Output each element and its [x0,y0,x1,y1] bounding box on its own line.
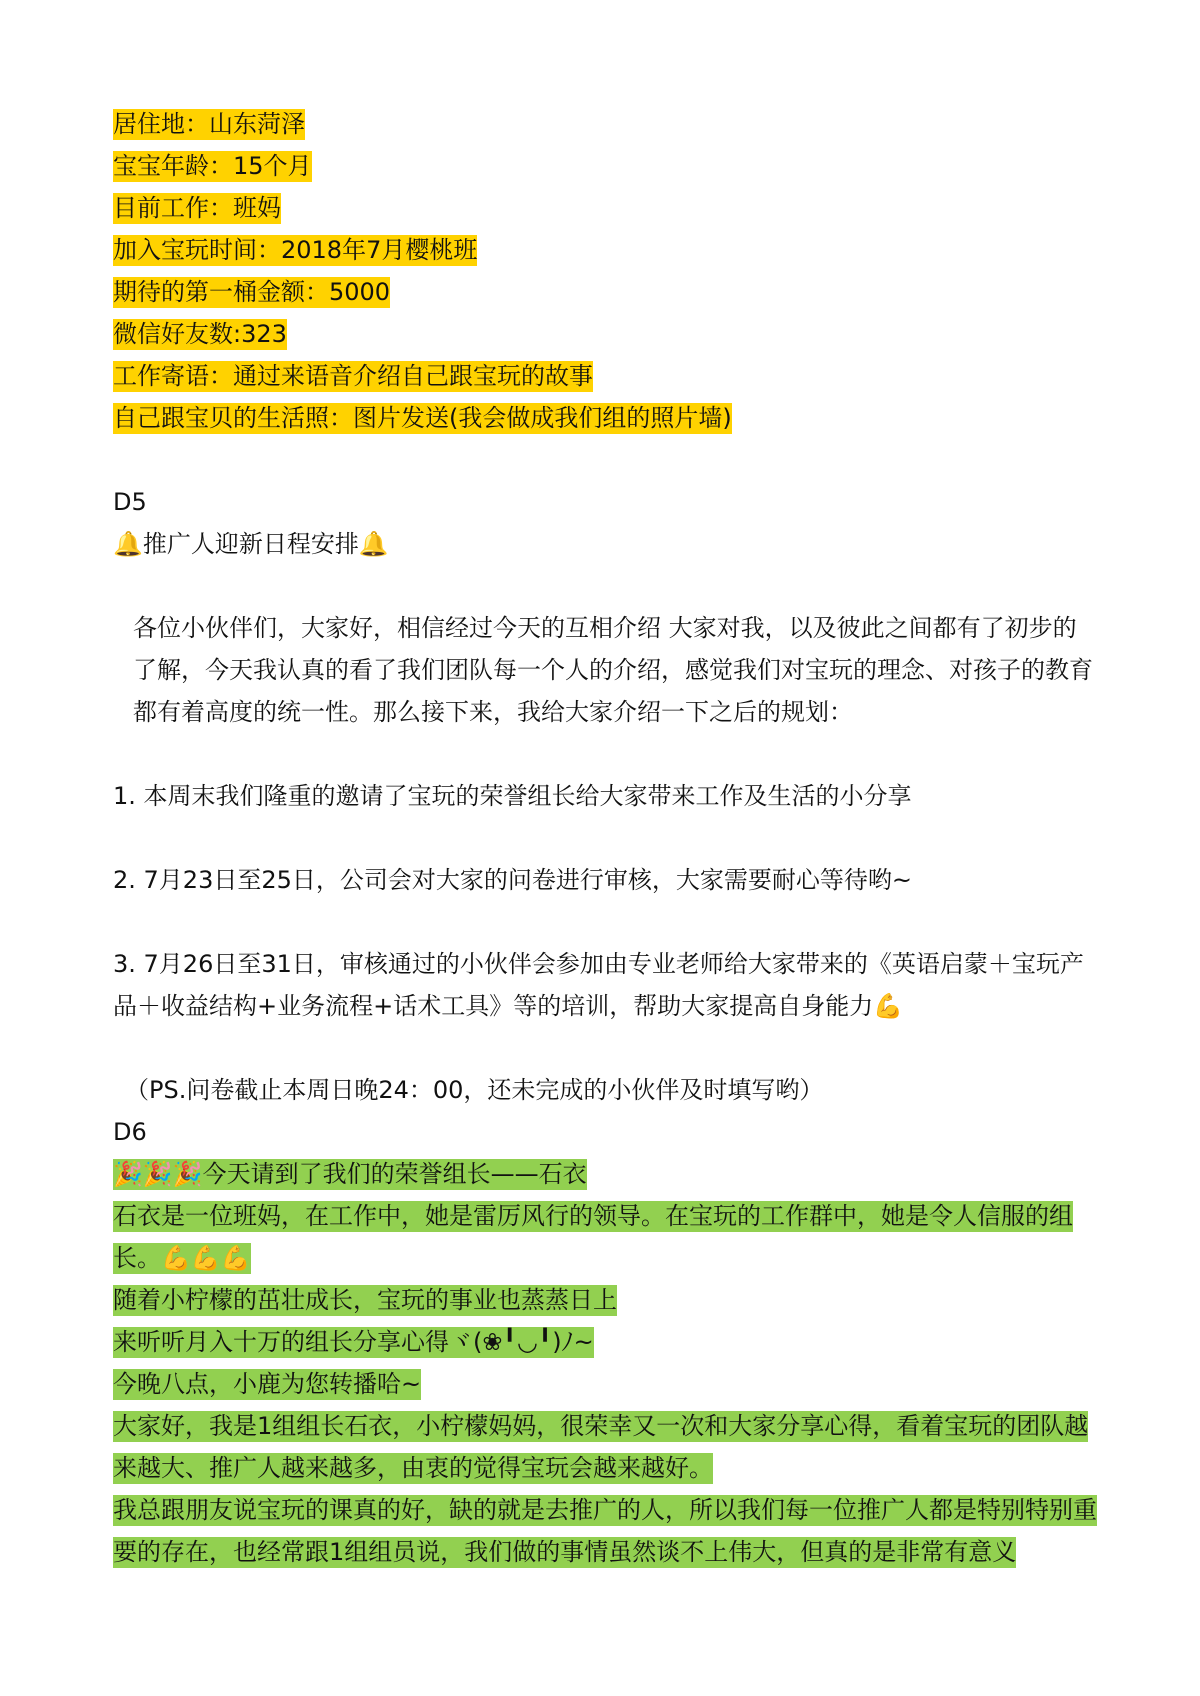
d5-item-3-paragraph [113,943,1098,1027]
profile-join-time: 加入宝玩时间：2018年7月樱桃班 [113,236,478,264]
profile-residence: 居住地：山东菏泽 [113,110,305,138]
d5-title-line [113,523,1098,565]
d6-title: 今天请到了我们的荣誉组长——石衣 [202,1160,587,1188]
d6-hello-paragraph [113,1405,1098,1489]
profile-wechat-friends: 微信好友数:323 [113,320,287,348]
profile-residence-line [113,103,1098,145]
muscle-icon: 💪💪💪 [161,1244,251,1272]
profile-life-photo: 自己跟宝贝的生活照：图片发送(我会做成我们组的照片墙) [113,404,732,432]
profile-current-job-line [113,187,1098,229]
d5-title: 推广人迎新日程安排 [142,530,359,558]
profile-baby-age: 宝宝年龄：15个月 [113,152,312,180]
profile-join-time-line [113,229,1098,271]
d5-item-1: 1. 本周末我们隆重的邀请了宝玩的荣誉组长给大家带来工作及生活的小分享 [113,782,912,810]
spacer [113,439,1098,481]
d5-item-3: 3. 7月26日至31日，审核通过的小伙伴会参加由专业老师给大家带来的《英语启蒙＋宝玩产品＋收益结构+业务流程+话术工具》等的培训，帮助大家提高自身能力 [113,950,1084,1020]
spacer [113,1027,1098,1069]
d5-ps-note: （PS.问卷截止本周日晚24：00，还未完成的小伙伴及时填写哟） [125,1076,824,1104]
profile-wechat-friends-line [113,313,1098,355]
d6-listen: 来听听月入十万的组长分享心得ヾ(❀╹◡╹)ﾉ~ [113,1328,594,1356]
d6-growth-line [113,1279,1098,1321]
d5-intro-paragraph: 各位小伙伴们，大家好，相信经过今天的互相介绍 大家对我，以及彼此之间都有了初步的了解，今天我认真的看了我们团队每一个人的介绍，感觉我们对宝玩的理念、对孩子的教育都有着高度的统一性。那么接下来，我给大家介绍一下之后的规划： [133,614,1093,726]
party-popper-icon: 🎉🎉🎉 [113,1160,203,1188]
d6-class-paragraph [113,1489,1098,1573]
d6-listen-line [113,1321,1098,1363]
d6-growth: 随着小柠檬的茁壮成长，宝玩的事业也蒸蒸日上 [113,1286,617,1314]
d6-broadcast-line [113,1363,1098,1405]
d5-item-2: 2. 7月23日至25日，公司会对大家的问卷进行审核，大家需要耐心等待哟~ [113,866,912,894]
d6-title-line [113,1153,1098,1195]
profile-first-bucket-line [113,271,1098,313]
d6-title-highlight [113,1159,587,1190]
muscle-icon: 💪 [873,992,904,1020]
d6-broadcast: 今晚八点，小鹿为您转播哈~ [113,1370,422,1398]
document-content [113,103,1098,1573]
d6-day-label: D6 [113,1118,147,1146]
profile-first-bucket: 期待的第一桶金额：5000 [113,278,391,306]
bell-icon: 🔔 [358,530,389,558]
d6-intro: 石衣是一位班妈，在工作中，她是雷厉风行的领导。在宝玩的工作群中，她是令人信服的组长。 [113,1202,1073,1272]
profile-current-job: 目前工作：班妈 [113,194,281,222]
profile-life-photo-line [113,397,1098,439]
d6-intro-highlight [113,1201,1073,1274]
spacer [113,733,1098,775]
d6-hello: 大家好，我是1组组长石衣，小柠檬妈妈，很荣幸又一次和大家分享心得，看着宝玩的团队越来越大、推广人越来越多，由衷的觉得宝玩会越来越好。 [113,1412,1089,1482]
d5-day-label: D5 [113,488,147,516]
bell-icon: 🔔 [113,530,143,558]
d6-class: 我总跟朋友说宝玩的课真的好，缺的就是去推广的人，所以我们每一位推广人都是特别特别重要的存在，也经常跟1组组员说，我们做的事情虽然谈不上伟大，但真的是非常有意义 [113,1496,1097,1566]
profile-message-line [113,355,1098,397]
spacer [113,817,1098,859]
profile-baby-age-line [113,145,1098,187]
spacer [113,565,1098,607]
spacer [113,901,1098,943]
d6-intro-paragraph [113,1195,1098,1279]
profile-message: 工作寄语：通过来语音介绍自己跟宝玩的故事 [113,362,593,390]
